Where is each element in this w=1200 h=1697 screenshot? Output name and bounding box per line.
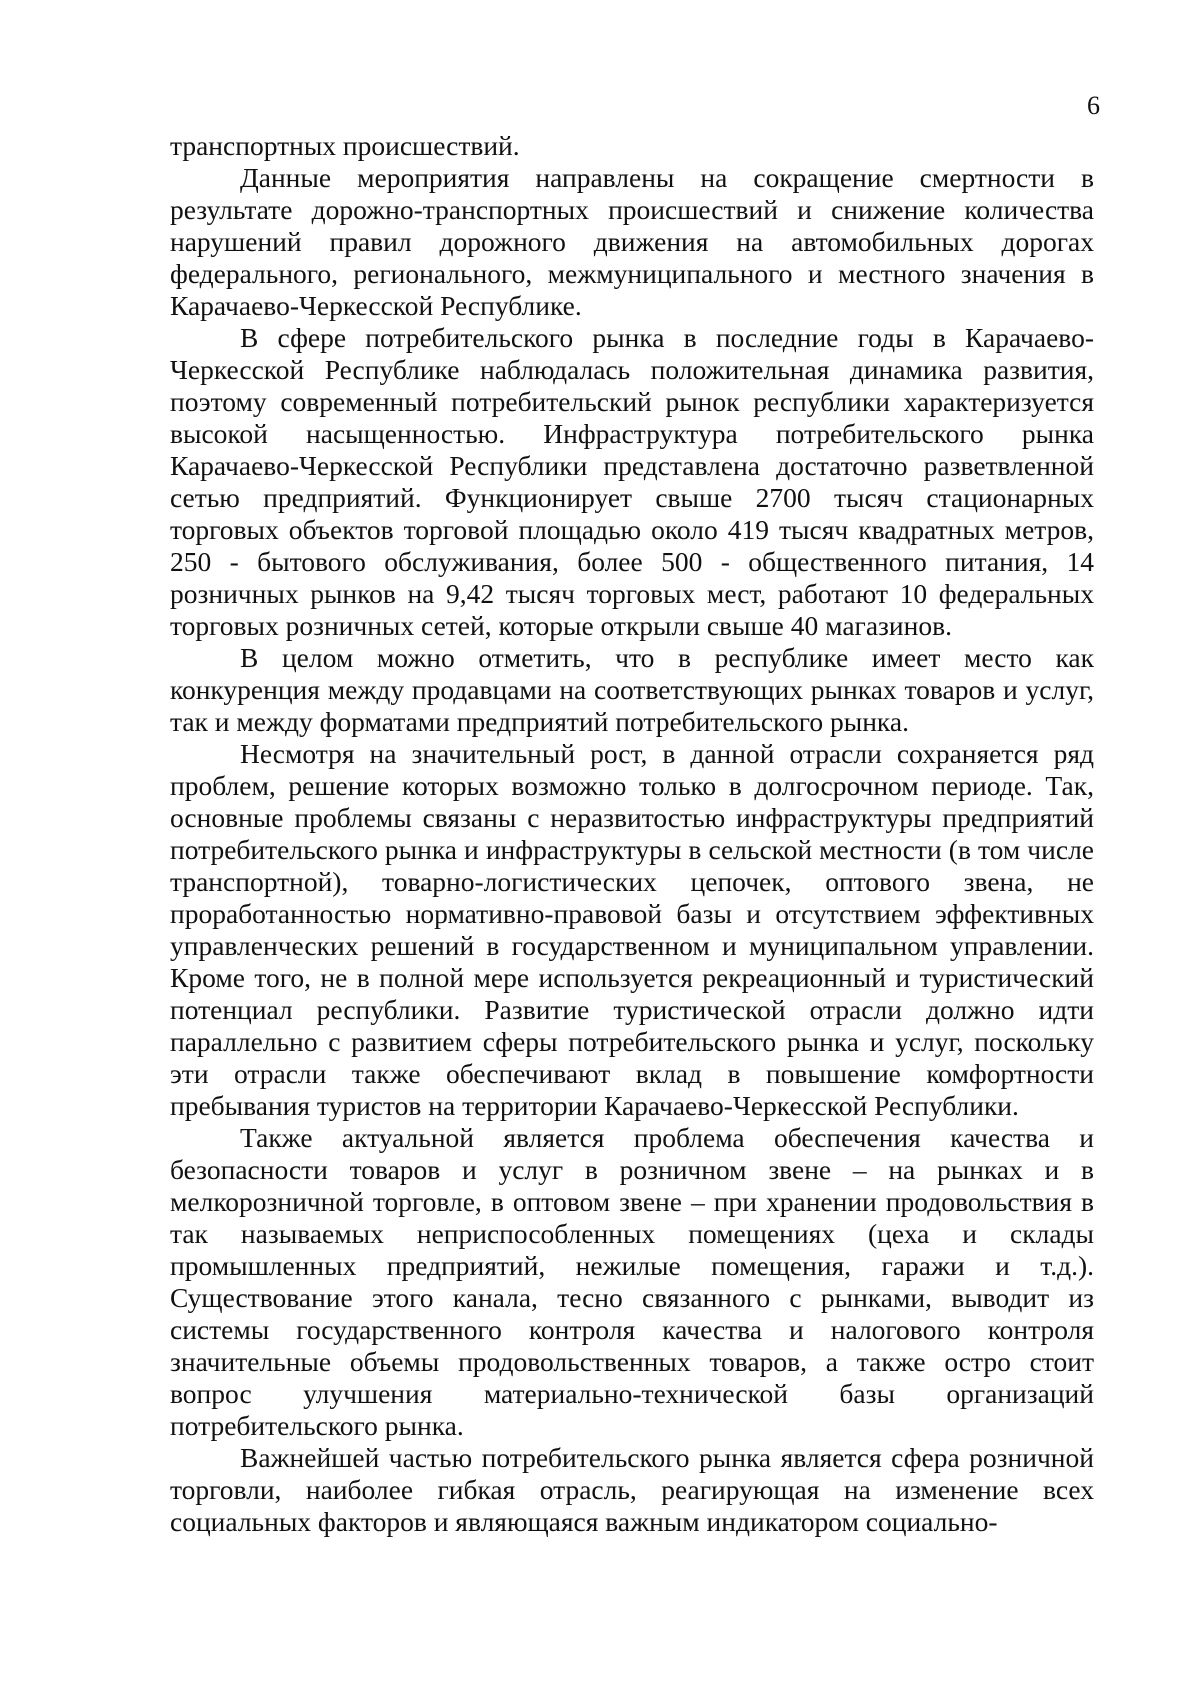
paragraph-continued: транспортных происшествий. xyxy=(170,130,520,161)
paragraph-retail-trade: Важнейшей частью потребительского рынка является сфера розничной торговли, наиболее гибкая отрасль, реагирующая на изменение всех социальных факторов и являющаяся важным индикатором социально- xyxy=(170,1442,1094,1537)
paragraph-competition: В целом можно отметить, что в республике имеет место как конкуренция между продавцами на соответствующих рынках товаров и услуг, так и между форматами предприятий потребительского рынка. xyxy=(170,642,1094,737)
paragraph-problems: Несмотря на значительный рост, в данной отрасли сохраняется ряд проблем, решение которых возможно только в долгосрочном периоде. Так, основные проблемы связаны с неразвитостью инфраструктуры предприятий потребительского рынка и инфраструктуры в сельской местности (в том числе транспортной), товарно-логистических цепочек, оптового звена, не проработанностью нормативно-правовой базы и отсутствием эффективных управленческих решений в государственном и муниципальном управлении. Кроме того, не в полной мере используется рекреационный и туристический потенциал республики. Развитие туристической отрасли должно идти параллельно с развитием сферы потребительского рынка и услуг, поскольку эти отрасли также обеспечивают вклад в повышение комфортности пребывания туристов на территории Карачаево-Черкесской Республики. xyxy=(170,738,1094,1121)
paragraph-quality-safety: Также актуальной является проблема обеспечения качества и безопасности товаров и услуг в розничном звене – на рынках и в мелкорозничной торговле, в оптовом звене – при хранении продовольствия в так называемых неприспособленных помещениях (цеха и склады промышленных предприятий, нежилые помещения, гаражи и т.д.). Существование этого канала, тесно связанного с рынками, выводит из системы государственного контроля качества и налогового контроля значительные объемы продовольственных товаров, а также остро стоит вопрос улучшения материально-технической базы организаций потребительского рынка. xyxy=(170,1122,1094,1441)
paragraph-road-safety-measures: Данные мероприятия направлены на сокращение смертности в результате дорожно-транспортных происшествий и снижение количества нарушений правил дорожного движения на автомобильных дорогах федерального, регионального, межмуниципального и местного значения в Карачаево-Черкесской Республике. xyxy=(170,162,1094,321)
body-text xyxy=(170,130,1094,1538)
paragraph-consumer-market: В сфере потребительского рынка в последние годы в Карачаево-Черкесской Республике наблюдалась положительная динамика развития, поэтому современный потребительский рынок республики характеризуется высокой насыщенностью. Инфраструктура потребительского рынка Карачаево-Черкесской Республики представлена достаточно разветвленной сетью предприятий. Функционирует свыше 2700 тысяч стационарных торговых объектов торговой площадью около 419 тысяч квадратных метров, 250 - бытового обслуживания, более 500 - общественного питания, 14 розничных рынков на 9,42 тысяч торговых мест, работают 10 федеральных торговых розничных сетей, которые открыли свыше 40 магазинов. xyxy=(170,322,1094,641)
page-number: 6 xyxy=(1087,91,1100,120)
